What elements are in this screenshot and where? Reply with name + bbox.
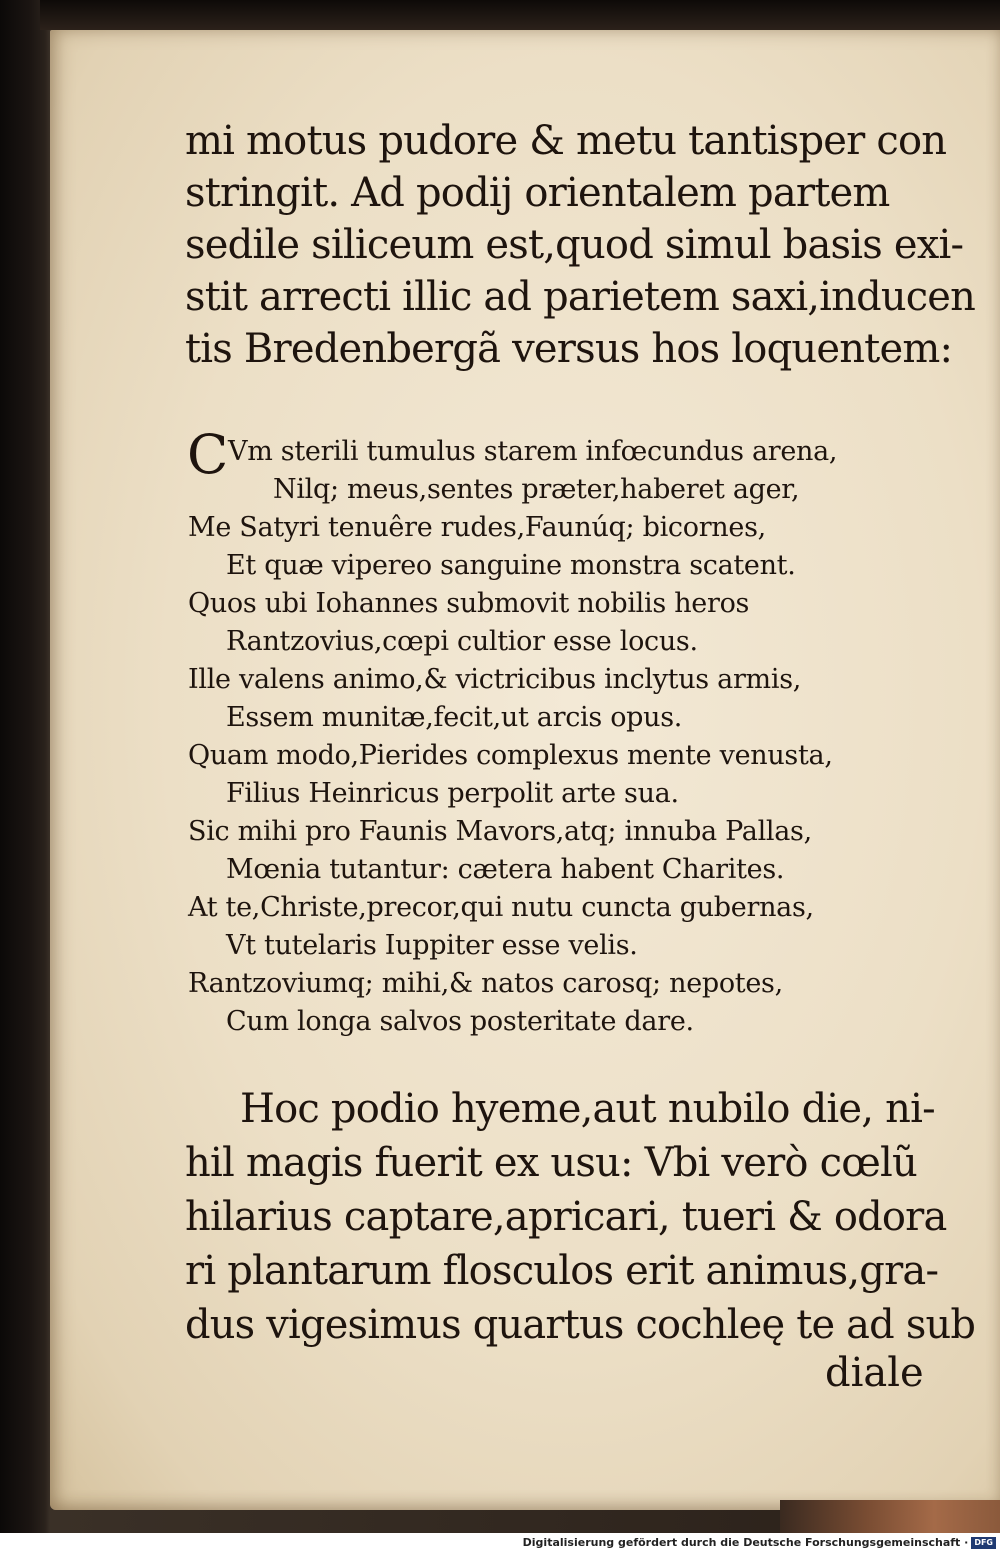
- text-line: dus vigesimus quartus cochleę te ad sub: [185, 1302, 976, 1348]
- text-line: mi motus pudore & metu tantisper con: [185, 118, 947, 164]
- scan-bottom-edge: [780, 1500, 1000, 1533]
- verse-line: Vm sterili tumulus starem infœcundus arena,: [228, 436, 838, 467]
- verse-line: Quam modo,Pierides complexus mente venusta,: [188, 740, 833, 771]
- verse-line: Filius Heinricus perpolit arte sua.: [226, 778, 679, 809]
- verse-line: Ille valens animo,& victricibus inclytus armis,: [188, 664, 802, 695]
- dfg-logo: DFG: [971, 1537, 996, 1549]
- digitization-footer: [0, 1533, 1000, 1553]
- text-line: hilarius captare,apricari, tueri & odora: [185, 1194, 947, 1240]
- poem: [188, 436, 838, 1037]
- text-line: stit arrecti illic ad parietem saxi,inducen: [185, 274, 976, 320]
- drop-cap: C: [187, 423, 229, 486]
- verse-line: Me Satyri tenuêre rudes,Faunúq; bicornes,: [188, 512, 766, 543]
- verse-line: Mœnia tutantur: cætera habent Charites.: [226, 854, 785, 885]
- verse-line: Rantzovius,cœpi cultior esse locus.: [226, 626, 698, 657]
- verse-line: Nilq; meus,sentes præter,haberet ager,: [273, 474, 800, 505]
- verse-line: Cum longa salvos posteritate dare.: [226, 1006, 694, 1037]
- footer-credit: Digitalisierung gefördert durch die Deutsche Forschungsgemeinschaft ·: [522, 1536, 969, 1549]
- verse-line: At te,Christe,precor,qui nutu cuncta gubernas,: [188, 892, 814, 923]
- text-line: ri plantarum flosculos erit animus,gra-: [185, 1248, 939, 1294]
- catchword: diale: [825, 1350, 924, 1396]
- text-line: sedile siliceum est,quod simul basis exi-: [185, 222, 964, 268]
- paragraph-1: [185, 118, 976, 440]
- verse-line: Vt tutelaris Iuppiter esse velis.: [226, 930, 638, 961]
- verse-line: Sic mihi pro Faunis Mavors,atq; innuba Pallas,: [188, 816, 812, 847]
- text-line: Hoc podio hyeme,aut nubilo die, ni-: [240, 1086, 935, 1132]
- verse-line: Rantzoviumq; mihi,& natos carosq; nepotes,: [188, 968, 783, 999]
- verse-line: Quos ubi Iohannes submovit nobilis heros: [188, 588, 750, 619]
- text-line: tis Bredenbergã versus hos loquentem:: [185, 326, 953, 372]
- scan-top-edge: [40, 0, 1000, 30]
- verse-line: Essem munitæ,fecit,ut arcis opus.: [226, 702, 683, 733]
- verse-line: Et quæ vipereo sanguine monstra scatent.: [226, 550, 796, 581]
- text-line: hil magis fuerit ex usu: Vbi verò cœlũ: [185, 1140, 917, 1186]
- text-line: stringit. Ad podij orientalem partem: [185, 170, 890, 216]
